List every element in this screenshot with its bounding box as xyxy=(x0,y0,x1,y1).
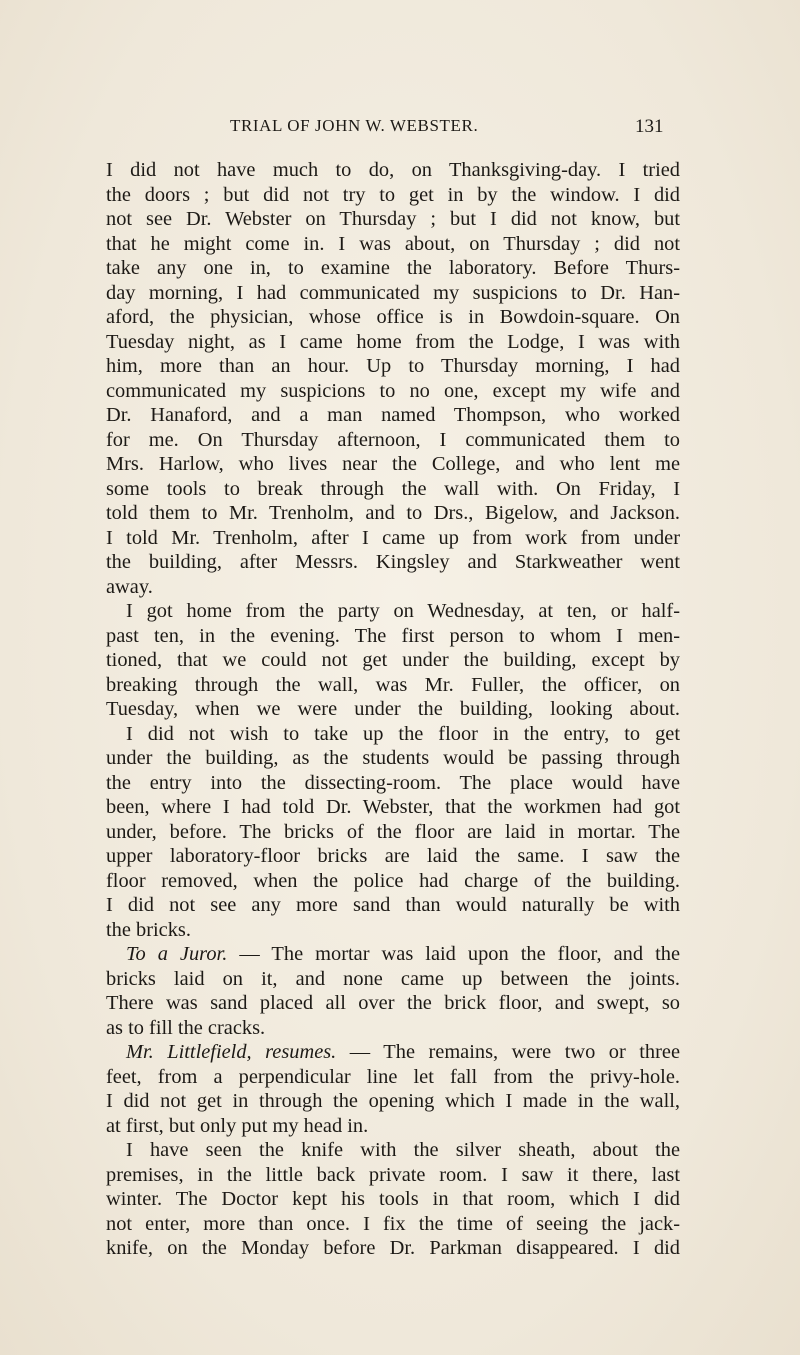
text-line xyxy=(106,746,680,771)
text-line xyxy=(106,918,680,943)
line-text: bricks laid on it, and none came up between the joints. xyxy=(106,967,680,990)
text-line xyxy=(106,1163,680,1188)
line-text: breaking through the wall, was Mr. Fuller, the officer, on xyxy=(106,673,680,696)
line-text: communicated my suspicions to no one, except my wife and xyxy=(106,379,680,402)
line-text: I did not wish to take up the floor in the entry, to get xyxy=(126,722,680,745)
text-line xyxy=(106,501,680,526)
text-line xyxy=(106,844,680,869)
text-line xyxy=(106,1114,680,1139)
line-text: feet, from a perpendicular line let fall from the privy-hole. xyxy=(106,1065,680,1088)
line-text: I told Mr. Trenholm, after I came up from work from under xyxy=(106,526,680,549)
text-line xyxy=(106,722,680,747)
text-line xyxy=(106,403,680,428)
line-text: the building, after Messrs. Kingsley and Starkweather went xyxy=(106,551,680,573)
text-line xyxy=(106,967,680,992)
text-line xyxy=(106,893,680,918)
line-text: Tuesday, when we were under the building, looking about. xyxy=(106,698,680,720)
text-line xyxy=(106,428,680,453)
line-text: been, where I had told Dr. Webster, that the workmen had got xyxy=(106,796,680,818)
line-text: the doors ; but did not try to get in by the window. I did xyxy=(106,183,680,206)
text-line xyxy=(106,575,680,600)
text-line xyxy=(106,869,680,894)
line-text: for me. On Thursday afternoon, I communicated them to xyxy=(106,428,680,451)
text-line xyxy=(106,477,680,502)
line-text: the entry into the dissecting-room. The place would have xyxy=(106,771,680,794)
text-line xyxy=(106,232,680,257)
text-line xyxy=(106,281,680,306)
text-line xyxy=(106,673,680,698)
line-text: There was sand placed all over the brick floor, and swept, so xyxy=(106,992,680,1014)
line-text: upper laboratory-floor bricks are laid the same. I saw the xyxy=(106,845,680,867)
line-text: — The remains, were two or three xyxy=(336,1041,680,1063)
line-text: the bricks. xyxy=(106,918,191,941)
line-text: winter. The Doctor kept his tools in that room, which I did xyxy=(106,1188,680,1210)
italic-speaker-label: To a Juror. xyxy=(126,943,228,965)
text-line xyxy=(106,697,680,722)
text-line xyxy=(106,599,680,624)
line-text: under the building, as the students would be passing through xyxy=(106,747,680,769)
text-line xyxy=(106,256,680,281)
text-line xyxy=(106,1016,680,1041)
line-text: not enter, more than once. I fix the time of seeing the jack- xyxy=(106,1212,680,1235)
text-line xyxy=(106,526,680,551)
text-line xyxy=(106,1065,680,1090)
text-line xyxy=(106,452,680,477)
text-line xyxy=(106,795,680,820)
text-line xyxy=(106,820,680,845)
line-text: take any one in, to examine the laboratory. Before Thurs- xyxy=(106,257,680,279)
text-line xyxy=(106,991,680,1016)
line-text: away. xyxy=(106,575,153,598)
text-line xyxy=(106,183,680,208)
line-text: day morning, I had communicated my suspicions to Dr. Han- xyxy=(106,281,680,304)
line-text: Tuesday night, as I came home from the Lodge, I was with xyxy=(106,330,680,353)
line-text: I did not have much to do, on Thanksgiving-day. I tried xyxy=(106,159,680,181)
text-line xyxy=(106,1089,680,1114)
text-line xyxy=(106,648,680,673)
line-text: that he might come in. I was about, on Thursday ; did not xyxy=(106,232,680,255)
text-line xyxy=(106,379,680,404)
line-text: some tools to break through the wall with. On Friday, I xyxy=(106,477,680,500)
line-text: him, more than an hour. Up to Thursday morning, I had xyxy=(106,355,680,377)
text-line xyxy=(106,354,680,379)
line-text: I got home from the party on Wednesday, at ten, or half- xyxy=(126,600,680,622)
text-line xyxy=(106,330,680,355)
text-line xyxy=(106,1040,680,1065)
body-text xyxy=(106,158,680,1261)
italic-speaker-label: Mr. Littlefield, resumes. xyxy=(126,1041,337,1063)
line-text: not see Dr. Webster on Thursday ; but I did not know, but xyxy=(106,208,680,230)
running-head xyxy=(0,116,800,142)
text-line xyxy=(106,1187,680,1212)
line-text: — The mortar was laid upon the floor, and the xyxy=(227,943,680,965)
line-text: at first, but only put my head in. xyxy=(106,1114,369,1137)
line-text: I have seen the knife with the silver sheath, about the xyxy=(126,1139,680,1161)
running-title: TRIAL OF JOHN W. WEBSTER. xyxy=(230,116,479,135)
line-text: I did not see any more sand than would naturally be with xyxy=(106,894,680,916)
text-line xyxy=(106,942,680,967)
line-text: under, before. The bricks of the floor are laid in mortar. The xyxy=(106,820,680,843)
text-line xyxy=(106,207,680,232)
line-text: as to fill the cracks. xyxy=(106,1016,266,1039)
page-number: 131 xyxy=(635,116,664,137)
line-text: past ten, in the evening. The first person to whom I men- xyxy=(106,624,680,647)
text-line xyxy=(106,771,680,796)
text-line xyxy=(106,305,680,330)
line-text: knife, on the Monday before Dr. Parkman disappeared. I did xyxy=(106,1237,680,1259)
line-text: Dr. Hanaford, and a man named Thompson, who worked xyxy=(106,404,680,426)
text-line xyxy=(106,1212,680,1237)
text-line xyxy=(106,624,680,649)
line-text: I did not get in through the opening which I made in the wall, xyxy=(106,1090,680,1112)
line-text: tioned, that we could not get under the building, except by xyxy=(106,649,680,671)
line-text: floor removed, when the police had charge of the building. xyxy=(106,869,680,892)
line-text: told them to Mr. Trenholm, and to Drs., Bigelow, and Jackson. xyxy=(106,502,680,524)
text-line xyxy=(106,1236,680,1261)
text-line xyxy=(106,550,680,575)
line-text: premises, in the little back private room. I saw it there, last xyxy=(106,1163,680,1186)
line-text: Mrs. Harlow, who lives near the College, and who lent me xyxy=(106,453,680,475)
text-line xyxy=(106,1138,680,1163)
text-line xyxy=(106,158,680,183)
line-text: aford, the physician, whose office is in Bowdoin-square. On xyxy=(106,306,680,328)
